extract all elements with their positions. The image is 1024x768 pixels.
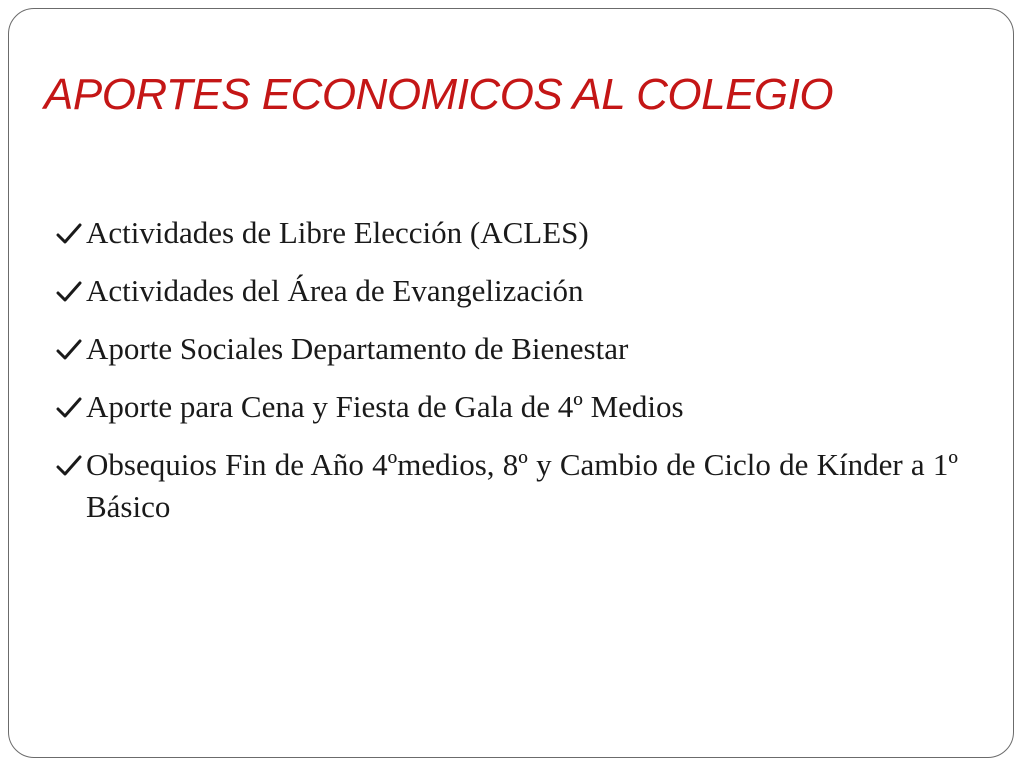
check-mark-icon — [56, 454, 82, 478]
bullet-text: Actividades de Libre Elección (ACLES) — [86, 215, 589, 250]
bullet-text: Actividades del Área de Evangelización — [86, 273, 584, 308]
check-mark-icon — [56, 222, 82, 246]
bullet-item-obsequios — [56, 444, 958, 528]
bullet-item-acles — [56, 212, 958, 254]
bullet-text: Aporte Sociales Departamento de Bienestar — [86, 331, 629, 366]
check-mark-icon — [56, 338, 82, 362]
bullet-text: Obsequios Fin de Año 4ºmedios, 8º y Cambio de Ciclo de Kínder a 1º Básico — [86, 447, 958, 524]
check-mark-icon — [56, 280, 82, 304]
bullet-text: Aporte para Cena y Fiesta de Gala de 4º Medios — [86, 389, 684, 424]
slide-title: APORTES ECONOMICOS AL COLEGIO — [44, 70, 834, 119]
bullet-item-cena-gala — [56, 386, 958, 428]
bullet-list — [56, 212, 958, 544]
bullet-item-bienestar — [56, 328, 958, 370]
check-mark-icon — [56, 396, 82, 420]
bullet-item-evangelizacion — [56, 270, 958, 312]
